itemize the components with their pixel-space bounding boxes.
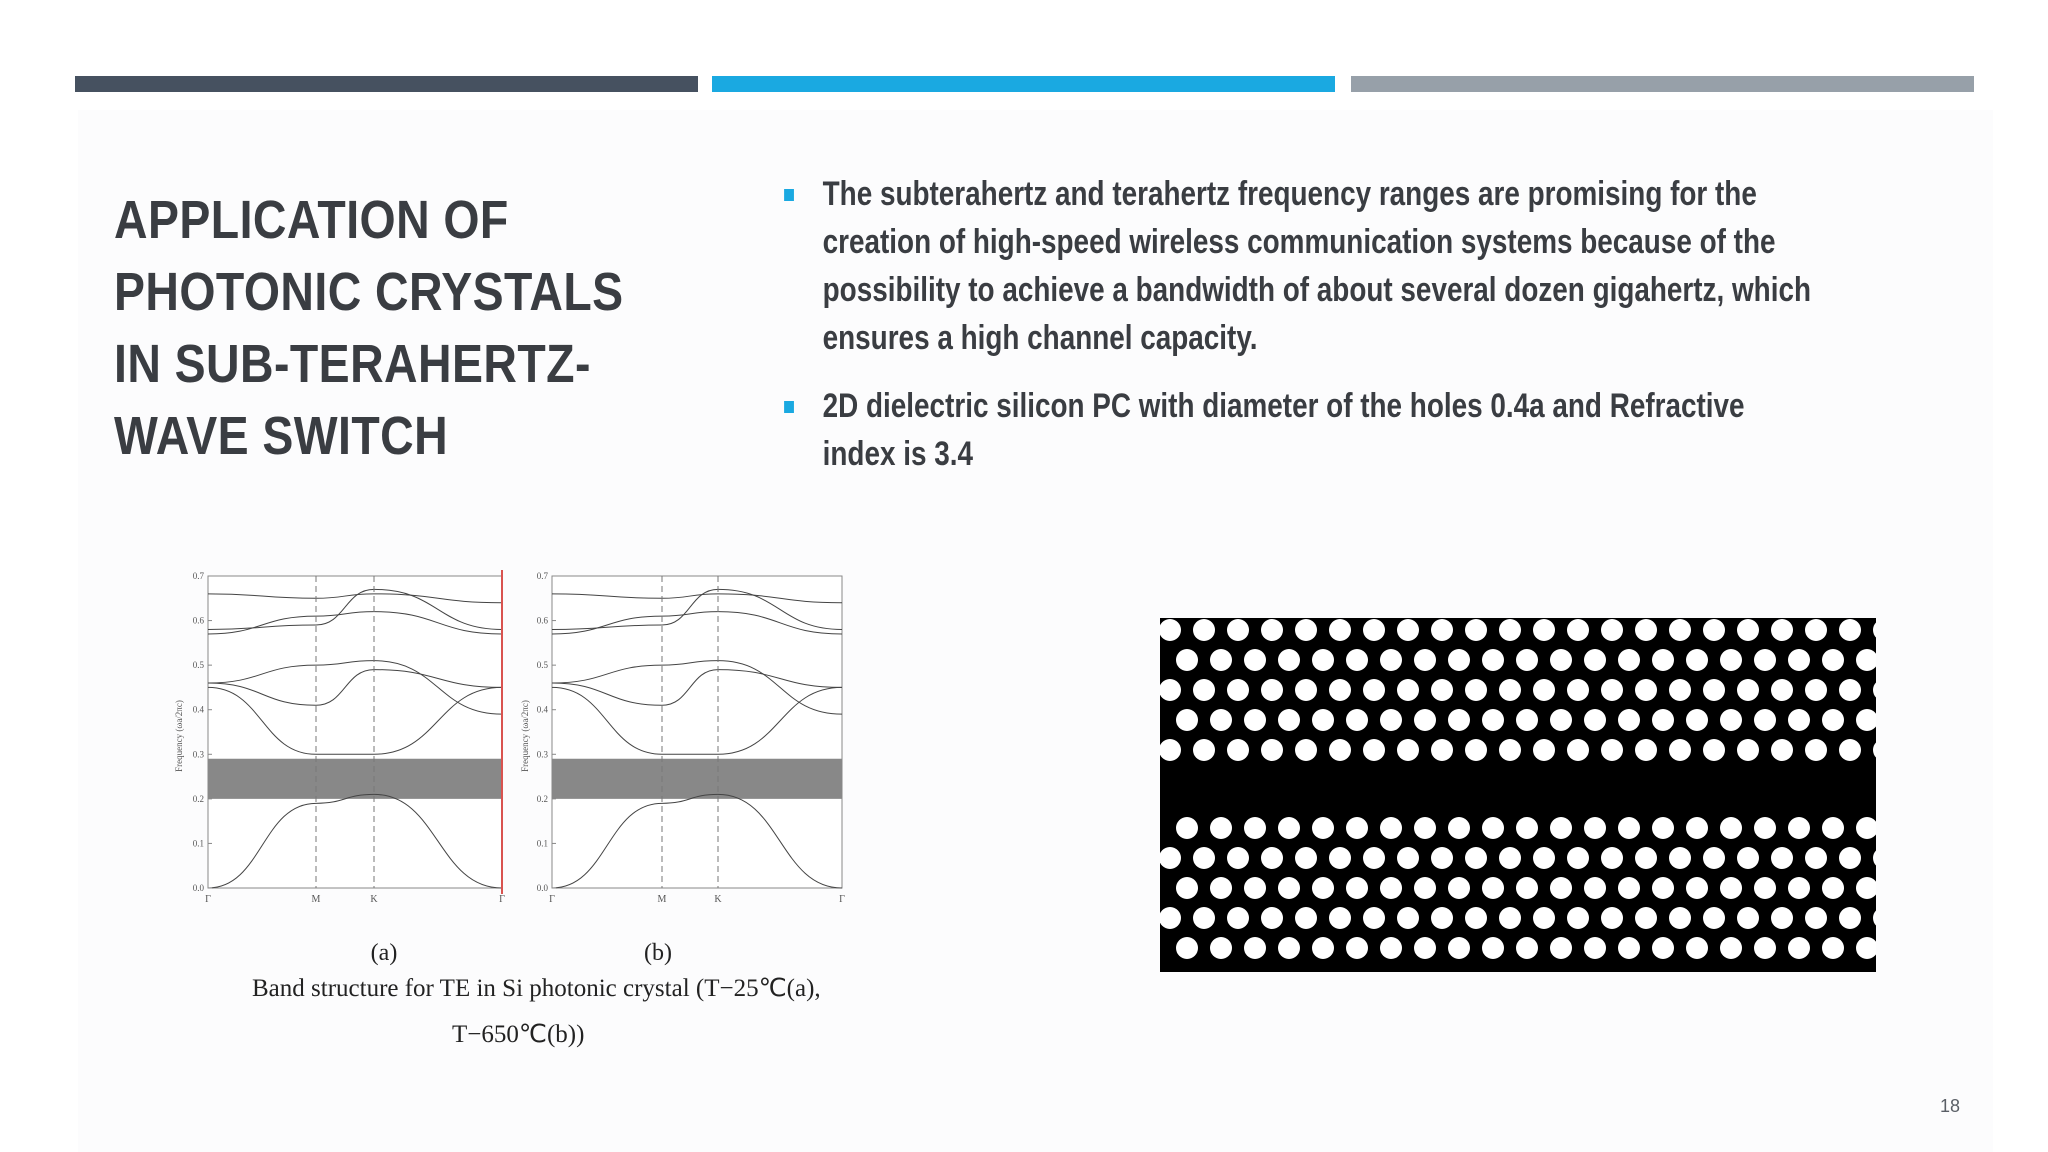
- air-hole: [1635, 847, 1657, 869]
- air-hole: [1210, 877, 1232, 899]
- air-hole: [1482, 709, 1504, 731]
- air-hole: [1346, 877, 1368, 899]
- x-tick-label: M: [657, 894, 667, 905]
- air-hole: [1567, 739, 1589, 761]
- air-hole: [1465, 739, 1487, 761]
- air-hole: [1193, 739, 1215, 761]
- air-hole: [1278, 817, 1300, 839]
- air-hole: [1312, 709, 1334, 731]
- air-hole: [1244, 709, 1266, 731]
- air-hole: [1329, 619, 1351, 641]
- band-structure-figure: [160, 556, 880, 1056]
- bullet-text: 2D dielectric silicon PC with diameter of the holes 0.4a and Refractive index is 3.4: [822, 387, 1745, 473]
- air-hole: [1652, 877, 1674, 899]
- air-hole: [1550, 877, 1572, 899]
- air-hole: [1822, 817, 1844, 839]
- air-hole: [1295, 619, 1317, 641]
- air-hole: [1703, 907, 1725, 929]
- air-hole: [1431, 679, 1453, 701]
- x-tick-label: Γ: [839, 894, 845, 905]
- photonic-crystal-image: [1160, 618, 1876, 972]
- figure-caption-line-2: T−650℃(b)): [452, 1021, 585, 1048]
- air-hole: [1363, 619, 1385, 641]
- air-hole: [1363, 739, 1385, 761]
- air-hole: [1737, 619, 1759, 641]
- air-hole: [1482, 937, 1504, 959]
- air-hole: [1363, 907, 1385, 929]
- air-hole: [1414, 937, 1436, 959]
- air-hole: [1771, 679, 1793, 701]
- air-hole: [1295, 679, 1317, 701]
- air-hole: [1516, 817, 1538, 839]
- air-hole: [1737, 847, 1759, 869]
- air-hole: [1227, 907, 1249, 929]
- title-line-2: PHOTONIC CRYSTALS: [114, 262, 624, 322]
- air-hole: [1533, 907, 1555, 929]
- air-hole: [1567, 619, 1589, 641]
- panel-label-b: (b): [644, 940, 672, 966]
- air-hole: [1261, 907, 1283, 929]
- air-hole: [1703, 619, 1725, 641]
- air-hole: [1363, 847, 1385, 869]
- band-gap-b: [552, 759, 842, 799]
- air-hole: [1448, 817, 1470, 839]
- air-hole: [1397, 619, 1419, 641]
- air-hole: [1227, 847, 1249, 869]
- air-hole: [1397, 679, 1419, 701]
- air-hole: [1278, 709, 1300, 731]
- x-tick-label: K: [714, 894, 722, 905]
- air-hole: [1499, 619, 1521, 641]
- air-hole: [1720, 817, 1742, 839]
- air-hole: [1754, 709, 1776, 731]
- air-hole: [1839, 679, 1861, 701]
- air-hole: [1601, 619, 1623, 641]
- air-hole: [1312, 877, 1334, 899]
- band-gap-a: [208, 759, 502, 799]
- air-hole: [1686, 877, 1708, 899]
- air-hole: [1737, 679, 1759, 701]
- air-hole: [1431, 847, 1453, 869]
- air-hole: [1244, 649, 1266, 671]
- air-hole: [1346, 649, 1368, 671]
- air-hole: [1805, 847, 1827, 869]
- air-hole: [1635, 907, 1657, 929]
- air-hole: [1380, 649, 1402, 671]
- air-hole: [1805, 679, 1827, 701]
- y-tick-label: 0.4: [192, 704, 204, 715]
- air-hole: [1652, 649, 1674, 671]
- x-tick-label: Γ: [499, 894, 505, 905]
- bullet-square-icon: [784, 189, 794, 201]
- air-hole: [1584, 649, 1606, 671]
- air-hole: [1669, 619, 1691, 641]
- air-hole: [1176, 817, 1198, 839]
- air-hole: [1329, 679, 1351, 701]
- air-hole: [1160, 907, 1181, 929]
- y-tick-label: 0.6: [192, 615, 204, 626]
- air-hole: [1193, 619, 1215, 641]
- air-hole: [1176, 649, 1198, 671]
- air-hole: [1244, 877, 1266, 899]
- air-hole: [1754, 937, 1776, 959]
- air-hole: [1601, 907, 1623, 929]
- decor-bar-accent: [712, 76, 1335, 92]
- air-hole: [1482, 817, 1504, 839]
- air-hole: [1788, 877, 1810, 899]
- air-hole: [1193, 847, 1215, 869]
- air-hole: [1193, 907, 1215, 929]
- air-hole: [1618, 877, 1640, 899]
- air-hole: [1601, 847, 1623, 869]
- air-hole: [1278, 937, 1300, 959]
- air-hole: [1822, 877, 1844, 899]
- air-hole: [1397, 847, 1419, 869]
- page-number: 18: [1939, 1096, 1960, 1116]
- air-hole: [1227, 679, 1249, 701]
- air-hole: [1380, 817, 1402, 839]
- air-hole: [1584, 709, 1606, 731]
- ylabel-b: Frequency (ωa/2πc): [520, 700, 530, 772]
- air-hole: [1720, 649, 1742, 671]
- y-tick-label: 0.4: [536, 704, 548, 715]
- title-line-1: APPLICATION OF: [114, 190, 509, 250]
- air-hole: [1160, 847, 1181, 869]
- air-hole: [1346, 709, 1368, 731]
- air-hole: [1499, 739, 1521, 761]
- air-hole: [1533, 619, 1555, 641]
- air-hole: [1482, 877, 1504, 899]
- air-hole: [1329, 739, 1351, 761]
- air-hole: [1363, 679, 1385, 701]
- title-line-4: WAVE SWITCH: [114, 406, 449, 466]
- air-hole: [1160, 619, 1181, 641]
- air-hole: [1295, 907, 1317, 929]
- air-hole: [1669, 847, 1691, 869]
- air-hole: [1261, 619, 1283, 641]
- air-hole: [1210, 937, 1232, 959]
- air-hole: [1788, 709, 1810, 731]
- air-hole: [1312, 649, 1334, 671]
- air-hole: [1516, 937, 1538, 959]
- y-tick-label: 0.1: [536, 838, 548, 849]
- air-hole: [1431, 907, 1453, 929]
- band-panel-a: [174, 570, 505, 966]
- air-hole: [1567, 679, 1589, 701]
- ylabel-a: Frequency (ωa/2πc): [174, 700, 184, 772]
- air-hole: [1414, 817, 1436, 839]
- bullet-list: [780, 170, 1813, 498]
- air-hole: [1754, 817, 1776, 839]
- air-hole: [1210, 709, 1232, 731]
- air-hole: [1278, 877, 1300, 899]
- y-tick-label: 0.0: [536, 883, 548, 893]
- y-tick-label: 0.2: [192, 793, 204, 804]
- air-hole: [1754, 877, 1776, 899]
- air-hole: [1448, 649, 1470, 671]
- air-hole: [1329, 907, 1351, 929]
- x-tick-label: M: [311, 894, 321, 905]
- bullet-item: [780, 382, 1813, 478]
- air-hole: [1329, 847, 1351, 869]
- air-hole: [1448, 937, 1470, 959]
- air-hole: [1771, 847, 1793, 869]
- air-hole: [1414, 649, 1436, 671]
- air-hole: [1567, 907, 1589, 929]
- air-hole: [1686, 817, 1708, 839]
- y-tick-label: 0.2: [536, 793, 548, 804]
- air-hole: [1601, 679, 1623, 701]
- air-hole: [1618, 817, 1640, 839]
- air-hole: [1482, 649, 1504, 671]
- air-hole: [1669, 907, 1691, 929]
- air-hole: [1227, 619, 1249, 641]
- air-hole: [1397, 907, 1419, 929]
- air-hole: [1261, 679, 1283, 701]
- air-hole: [1618, 649, 1640, 671]
- air-hole: [1431, 619, 1453, 641]
- title-line-3: IN SUB-TERAHERTZ-: [114, 334, 591, 394]
- air-hole: [1414, 709, 1436, 731]
- panel-label-a: (a): [370, 940, 398, 966]
- air-hole: [1635, 739, 1657, 761]
- air-hole: [1703, 739, 1725, 761]
- air-hole: [1346, 937, 1368, 959]
- air-hole: [1584, 877, 1606, 899]
- air-hole: [1567, 847, 1589, 869]
- air-hole: [1771, 619, 1793, 641]
- air-hole: [1686, 709, 1708, 731]
- air-hole: [1380, 937, 1402, 959]
- air-hole: [1533, 847, 1555, 869]
- x-tick-label: Γ: [549, 894, 555, 905]
- air-hole: [1448, 709, 1470, 731]
- y-tick-label: 0.5: [536, 660, 548, 671]
- air-hole: [1499, 907, 1521, 929]
- air-hole: [1771, 907, 1793, 929]
- air-hole: [1261, 847, 1283, 869]
- air-hole: [1448, 877, 1470, 899]
- air-hole: [1805, 739, 1827, 761]
- air-hole: [1533, 679, 1555, 701]
- air-hole: [1737, 739, 1759, 761]
- air-hole: [1839, 847, 1861, 869]
- air-hole: [1771, 739, 1793, 761]
- air-hole: [1210, 649, 1232, 671]
- air-hole: [1346, 817, 1368, 839]
- air-hole: [1499, 679, 1521, 701]
- air-hole: [1652, 709, 1674, 731]
- air-hole: [1176, 709, 1198, 731]
- air-hole: [1431, 739, 1453, 761]
- air-hole: [1244, 817, 1266, 839]
- air-hole: [1550, 649, 1572, 671]
- air-hole: [1550, 709, 1572, 731]
- air-hole: [1703, 679, 1725, 701]
- air-hole: [1652, 817, 1674, 839]
- air-hole: [1499, 847, 1521, 869]
- air-hole: [1516, 649, 1538, 671]
- air-hole: [1380, 709, 1402, 731]
- air-hole: [1669, 679, 1691, 701]
- air-hole: [1210, 817, 1232, 839]
- x-tick-label: Γ: [205, 894, 211, 905]
- y-tick-label: 0.7: [192, 571, 204, 581]
- air-hole: [1686, 649, 1708, 671]
- air-hole: [1788, 817, 1810, 839]
- decor-bar-dark: [75, 76, 698, 92]
- air-hole: [1805, 619, 1827, 641]
- air-hole: [1465, 847, 1487, 869]
- y-tick-label: 0.3: [192, 749, 204, 760]
- bullet-text: The subterahertz and terahertz frequency ranges are promising for the creation of high-speed wireless communication systems because of the possibility to achieve a bandwidth of about several dozen gigahertz, which ensures a high channel capacity.: [822, 175, 1811, 357]
- figure-caption-line-1: Band structure for TE in Si photonic crystal (T−25℃(a),: [252, 975, 821, 1002]
- air-hole: [1703, 847, 1725, 869]
- y-tick-label: 0.6: [536, 615, 548, 626]
- air-hole: [1533, 739, 1555, 761]
- air-hole: [1720, 709, 1742, 731]
- air-hole: [1720, 937, 1742, 959]
- air-hole: [1516, 709, 1538, 731]
- air-hole: [1465, 907, 1487, 929]
- air-hole: [1244, 937, 1266, 959]
- y-tick-label: 0.7: [536, 571, 548, 581]
- air-hole: [1635, 619, 1657, 641]
- air-hole: [1601, 739, 1623, 761]
- air-hole: [1516, 877, 1538, 899]
- decor-bar-gray: [1351, 76, 1974, 92]
- air-hole: [1380, 877, 1402, 899]
- air-hole: [1669, 739, 1691, 761]
- air-hole: [1822, 709, 1844, 731]
- air-hole: [1160, 739, 1181, 761]
- bullet-square-icon: [784, 401, 794, 413]
- band-panel-b: [520, 571, 845, 966]
- y-tick-label: 0.1: [192, 838, 204, 849]
- air-hole: [1312, 817, 1334, 839]
- air-hole: [1584, 937, 1606, 959]
- air-hole: [1720, 877, 1742, 899]
- air-hole: [1686, 937, 1708, 959]
- x-tick-label: K: [370, 894, 378, 905]
- air-hole: [1312, 937, 1334, 959]
- air-hole: [1839, 907, 1861, 929]
- air-hole: [1261, 739, 1283, 761]
- air-hole: [1618, 709, 1640, 731]
- air-hole: [1465, 619, 1487, 641]
- air-hole: [1550, 937, 1572, 959]
- air-hole: [1839, 619, 1861, 641]
- air-hole: [1465, 679, 1487, 701]
- air-hole: [1278, 649, 1300, 671]
- air-hole: [1227, 739, 1249, 761]
- air-hole: [1397, 739, 1419, 761]
- y-tick-label: 0.0: [192, 883, 204, 893]
- y-tick-label: 0.3: [536, 749, 548, 760]
- air-hole: [1635, 679, 1657, 701]
- slide-title: [114, 184, 630, 472]
- air-hole: [1160, 679, 1181, 701]
- air-hole: [1584, 817, 1606, 839]
- air-hole: [1839, 739, 1861, 761]
- air-hole: [1788, 937, 1810, 959]
- bullet-item: [780, 170, 1813, 362]
- air-hole: [1788, 649, 1810, 671]
- air-hole: [1652, 937, 1674, 959]
- air-hole: [1822, 649, 1844, 671]
- air-hole: [1414, 877, 1436, 899]
- air-hole: [1737, 907, 1759, 929]
- air-hole: [1822, 937, 1844, 959]
- air-hole: [1295, 739, 1317, 761]
- air-hole: [1295, 847, 1317, 869]
- air-hole: [1193, 679, 1215, 701]
- air-hole: [1805, 907, 1827, 929]
- air-hole: [1754, 649, 1776, 671]
- y-tick-label: 0.5: [192, 660, 204, 671]
- air-hole: [1550, 817, 1572, 839]
- air-hole: [1618, 937, 1640, 959]
- air-hole: [1176, 937, 1198, 959]
- air-hole: [1176, 877, 1198, 899]
